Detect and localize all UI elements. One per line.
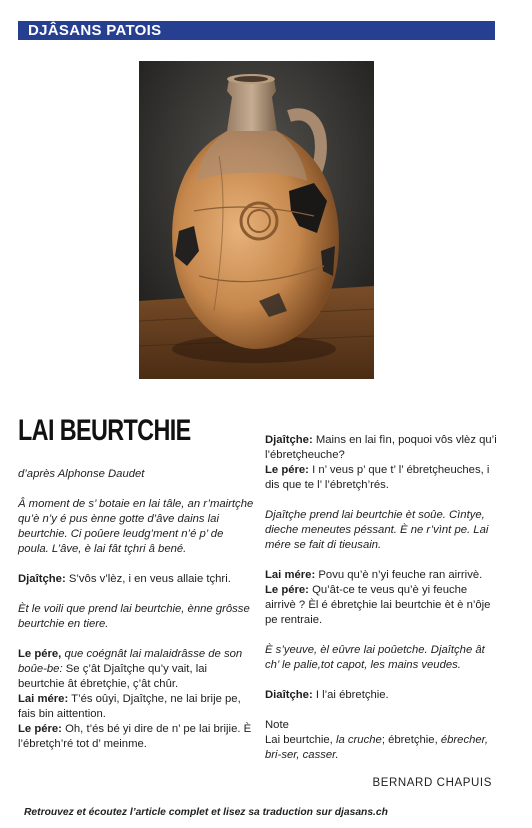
- dialogue-line: [18, 722, 255, 752]
- intro-paragraph: Â moment de s’ botaie en lai tâle, an r’mairtçhe qu’è n’y é pus ènne gotte d’âve dains lai beurtchie. Ci poûere leudg’ment n’é p’ de poula. L’âve, è lai fât tçhri â bené.: [18, 498, 254, 555]
- note-translation: la cruche: [335, 734, 382, 746]
- speaker: Lai mére:: [265, 569, 316, 581]
- narration-paragraph: Djaîtçhe prend lai beurtchie èt soûe. Cìntye, dieche meneutes péssant. È ne r’vìnt pe. Lai mére se fait di tieusain.: [265, 509, 489, 551]
- dialogue-line: [18, 692, 255, 722]
- dialogue-text: Povu qu’è n’yi feuche ran airrivè.: [315, 569, 483, 581]
- note-title: Note: [265, 719, 289, 731]
- dialogue-text: I l’ai ébretçhie.: [312, 689, 389, 701]
- note-term: Lai beurtchie,: [265, 734, 336, 746]
- dialogue-text: Mains en lai fìn, poquoi vôs vlèz qu’i l’ébretçheuche?: [265, 434, 497, 461]
- footer-note: Retrouvez et écoutez l’article complet et lisez sa traduction sur djasans.ch: [24, 807, 388, 818]
- speaker: Le pére:: [265, 464, 309, 476]
- stoneware-jug-image: [139, 61, 374, 379]
- dialogue-text: Se ç’ât Djaîtçhe qu’y vait, lai beurtchie ât ébretçhie, ç’ât chûr.: [18, 663, 208, 690]
- note-term: ; ébretçhie,: [381, 734, 441, 746]
- dialogue-line: [265, 688, 501, 703]
- article-title: LAI BEURTCHIE: [18, 414, 191, 447]
- dialogue-line: [265, 583, 501, 628]
- dialogue-line: [18, 647, 255, 692]
- speaker: Le pére:: [18, 723, 62, 735]
- speaker: Djaîtçhe:: [265, 434, 313, 446]
- article-column-right: [265, 433, 501, 763]
- author-signature: BERNARD CHAPUIS: [372, 777, 492, 789]
- stage-direction: que coégnât lai malaidrâsse de son boûe-be:: [18, 648, 243, 675]
- byline: d’après Alphonse Daudet: [18, 468, 145, 480]
- dialogue-text: T’és oûyi, Djaîtçhe, ne lai brije pe, fais bin aittention.: [18, 693, 241, 720]
- speaker: Lai mére:: [18, 693, 69, 705]
- narration-paragraph: Èt le voili que prend lai beurtchie, ènne grôsse beurtchie en tiere.: [18, 603, 250, 630]
- dialogue-text: S’vôs v’lèz, i en veus allaie tçhri.: [65, 573, 231, 585]
- note-translation: , bri-ser, casser.: [265, 734, 488, 761]
- article-column-left: [18, 467, 255, 752]
- dialogue-text: Qu’ât-ce te veus qu’è yi feuche airrivè ? Èl é ébretçhie lai beurtchie èt è n’ôje pe rentraie.: [265, 584, 491, 626]
- article-photo: [139, 61, 374, 379]
- speaker: Diaîtçhe:: [265, 689, 313, 701]
- dialogue-line: [265, 463, 501, 493]
- speaker: Djaîtçhe:: [18, 573, 66, 585]
- section-title: DJÂSANS PATOIS: [28, 22, 162, 39]
- dialogue-line: [265, 433, 501, 463]
- speaker: Le pére:: [265, 584, 309, 596]
- dialogue-text: Oh, t’és bé yi dire de n’ pe lai brijie. È l’ébretçh’ré tot d’ meinme.: [18, 723, 252, 750]
- section-banner: [18, 21, 495, 40]
- dialogue-line: [18, 572, 255, 587]
- note-translation: ébrecher: [440, 734, 485, 746]
- speaker: Le pére,: [18, 648, 62, 660]
- note-text: [265, 733, 501, 763]
- dialogue-line: [265, 568, 501, 583]
- dialogue-text: I n’ veus p’ que t’ l’ ébretçheuches, i dis que te l’ l’ébretçh’rés.: [265, 464, 490, 491]
- narration-paragraph: È s’yeuve, èl eûvre lai poûetche. Djaîtçhe ât ch’ le palie,tot capot, les mains veudes.: [265, 644, 485, 671]
